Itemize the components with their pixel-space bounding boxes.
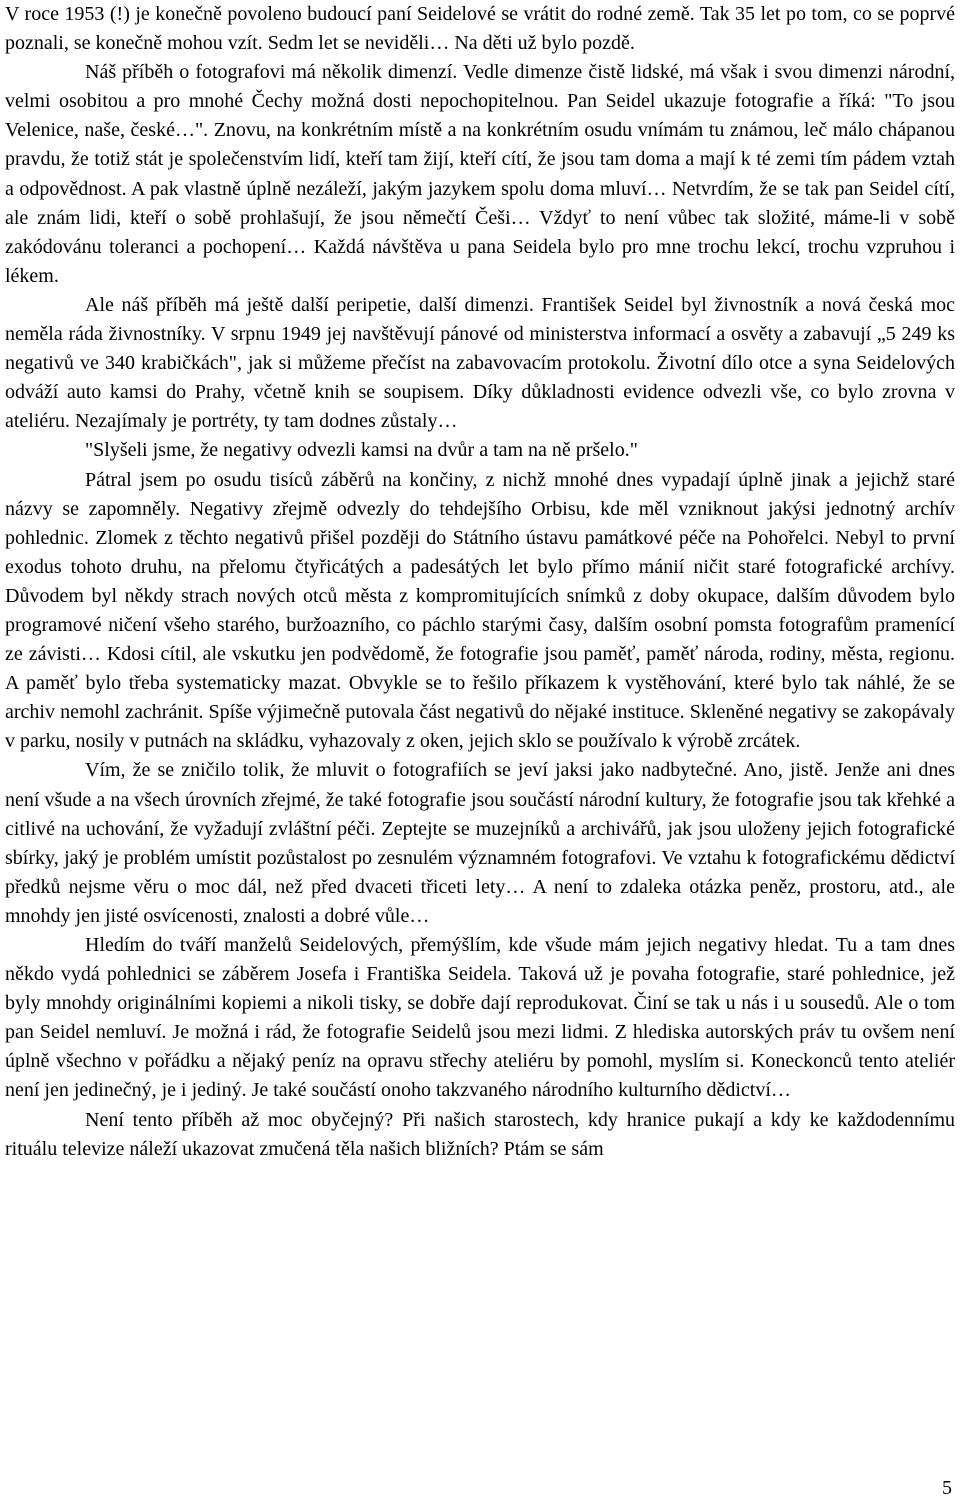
paragraph-1: V roce 1953 (!) je konečně povoleno budoucí paní Seidelové se vrátit do rodné země. Tak 35 let po tom, co se poprvé poznali, se konečně mohou vzít. Sedm let se neviděli… Na děti už bylo pozdě.: [5, 3, 955, 55]
paragraph-4-quote: "Slyšeli jsme, že negativy odvezli kamsi na dvůr a tam na ně pršelo.": [85, 439, 638, 462]
page-number: 5: [942, 1477, 952, 1499]
paragraph-7: Hledím do tváří manželů Seidelových, přemýšlím, kde všude mám jejich negativy hledat. Tu a tam dnes někdo vydá pohlednici se záběrem Josefa i Františka Seidela. Taková už je povaha fotografie, staré pohlednice, jež byly mnohdy originálními kopiemi a nikoli tisky, se dobře dají reprodukovat. Činí se tak u nás i u sousedů. Ale o tom pan Seidel nemluví. Je možná i rád, že fotografie Seidelů jsou mezi lidmi. Z hlediska autorských práv tu ovšem není úplně všechno v pořádku a nějaký peníz na opravu střechy ateliéru by pomohl, myslím si. Koneckonců tento ateliér není jen jedinečný, je i jediný. Je také součástí onoho takzvaného národního kulturního dědictví…: [5, 934, 955, 1102]
paragraph-2: Náš příběh o fotografovi má několik dimenzí. Vedle dimenze čistě lidské, má však i svou dimenzi národní, velmi osobitou a pro mnohé Čechy možná dosti nepochopitelnou. Pan Seidel ukazuje fotografie a říká: "To jsou Velenice, naše, české…". Znovu, na konkrétním místě a na konkrétním osudu vnímám tu známou, leč málo chápanou pravdu, že totiž stát je společenstvím lidí, kteří tam žijí, kteří cítí, že jsou tam doma a mají k té zemi tím pádem vztah a odpovědnost. A pak vlastně úplně nezáleží, jakým jazykem spolu doma mluví… Netvrdím, že se tak pan Seidel cítí, ale znám lidi, kteří o sobě prohlašují, že jsou němečtí Češi… Vždyť to není vůbec tak složité, máme-li v sobě zakódovánu toleranci a pochopení… Každá návštěva u pana Seidela bylo pro mne trochu lekcí, trochu vzpruhou i lékem.: [5, 61, 955, 287]
document-page: [5, 0, 955, 1164]
paragraph-6: Vím, že se zničilo tolik, že mluvit o fotografiích se jeví jaksi jako nadbytečné. Ano, jistě. Jenže ani dnes není všude a na všech úrovních zřejmé, že také fotografie jsou součástí národní kultury, že fotografie jsou tak křehké a citlivé na uchování, že vyžadují zvláštní péči. Zeptejte se muzejníků a archivářů, jak jsou uloženy jejich fotografické sbírky, jaký je problém umístit pozůstalost po zesnulém významném fotografovi. Ve vztahu k fotografickému dědictví předků nejsme věru o moc dál, než před dvaceti třiceti lety… A není to zdaleka otázka peněz, prostoru, atd., ale mnohdy jen jisté osvícenosti, znalosti a dobré vůle…: [5, 759, 955, 927]
paragraph-3: Ale náš příběh má ještě další peripetie, další dimenzi. František Seidel byl živnostník a nová česká moc neměla ráda živnostníky. V srpnu 1949 jej navštěvují pánové od ministerstva informací a osvěty a zabavují „5 249 ks negativů ve 340 krabičkách", jak si můžeme přečíst na zabavovacím protokolu. Životní dílo otce a syna Seidelových odváží auto kamsi do Prahy, včetně knih se soupisem. Díky důkladnosti evidence odvezli vše, co bylo zrovna v ateliéru. Nezajímaly je portréty, ty tam dodnes zůstaly…: [5, 293, 955, 433]
paragraph-5: Pátral jsem po osudu tisíců záběrů na končiny, z nichž mnohé dnes vypadají úplně jinak a jejichž staré názvy se zapomněly. Negativy zřejmě odvezly do tehdejšího Orbisu, kde měl vzniknout jakýsi jednotný archív pohlednic. Zlomek z těchto negativů přišel později do Státního ústavu památkové péče na Pohořelci. Nebyl to první exodus tohoto druhu, na přelomu čtyřicátých a padesátých let bylo přímo mánií ničit staré fotografické archívy. Důvodem byl někdy strach nových otců města z kompromitujících snímků z doby okupace, dalším důvodem bylo programové ničení všeho starého, buržoazního, co páchlo starými časy, dalším osobní pomsta fotografům pramenící ze závisti… Kdosi cítil, ale vskutku jen podvědomě, že fotografie jsou paměť, paměť národa, rodiny, města, regionu. A paměť bylo třeba systematicky mazat. Obvykle se to řešilo příkazem k vystěhování, které bylo tak náhlé, že se archiv nemohl zachránit. Spíše výjimečně putovala část negativů do nějaké instituce. Skleněné negativy se zakopávaly v parku, nosily v putnách na skládku, vyhazovaly z oken, jejich sklo se používalo k výrobě zrcátek.: [5, 468, 955, 753]
paragraph-8: Není tento příběh až moc obyčejný? Při našich starostech, kdy hranice pukají a kdy ke každodennímu rituálu televize náleží ukazovat zmučená těla našich bližních? Ptám se sám: [5, 1108, 955, 1160]
